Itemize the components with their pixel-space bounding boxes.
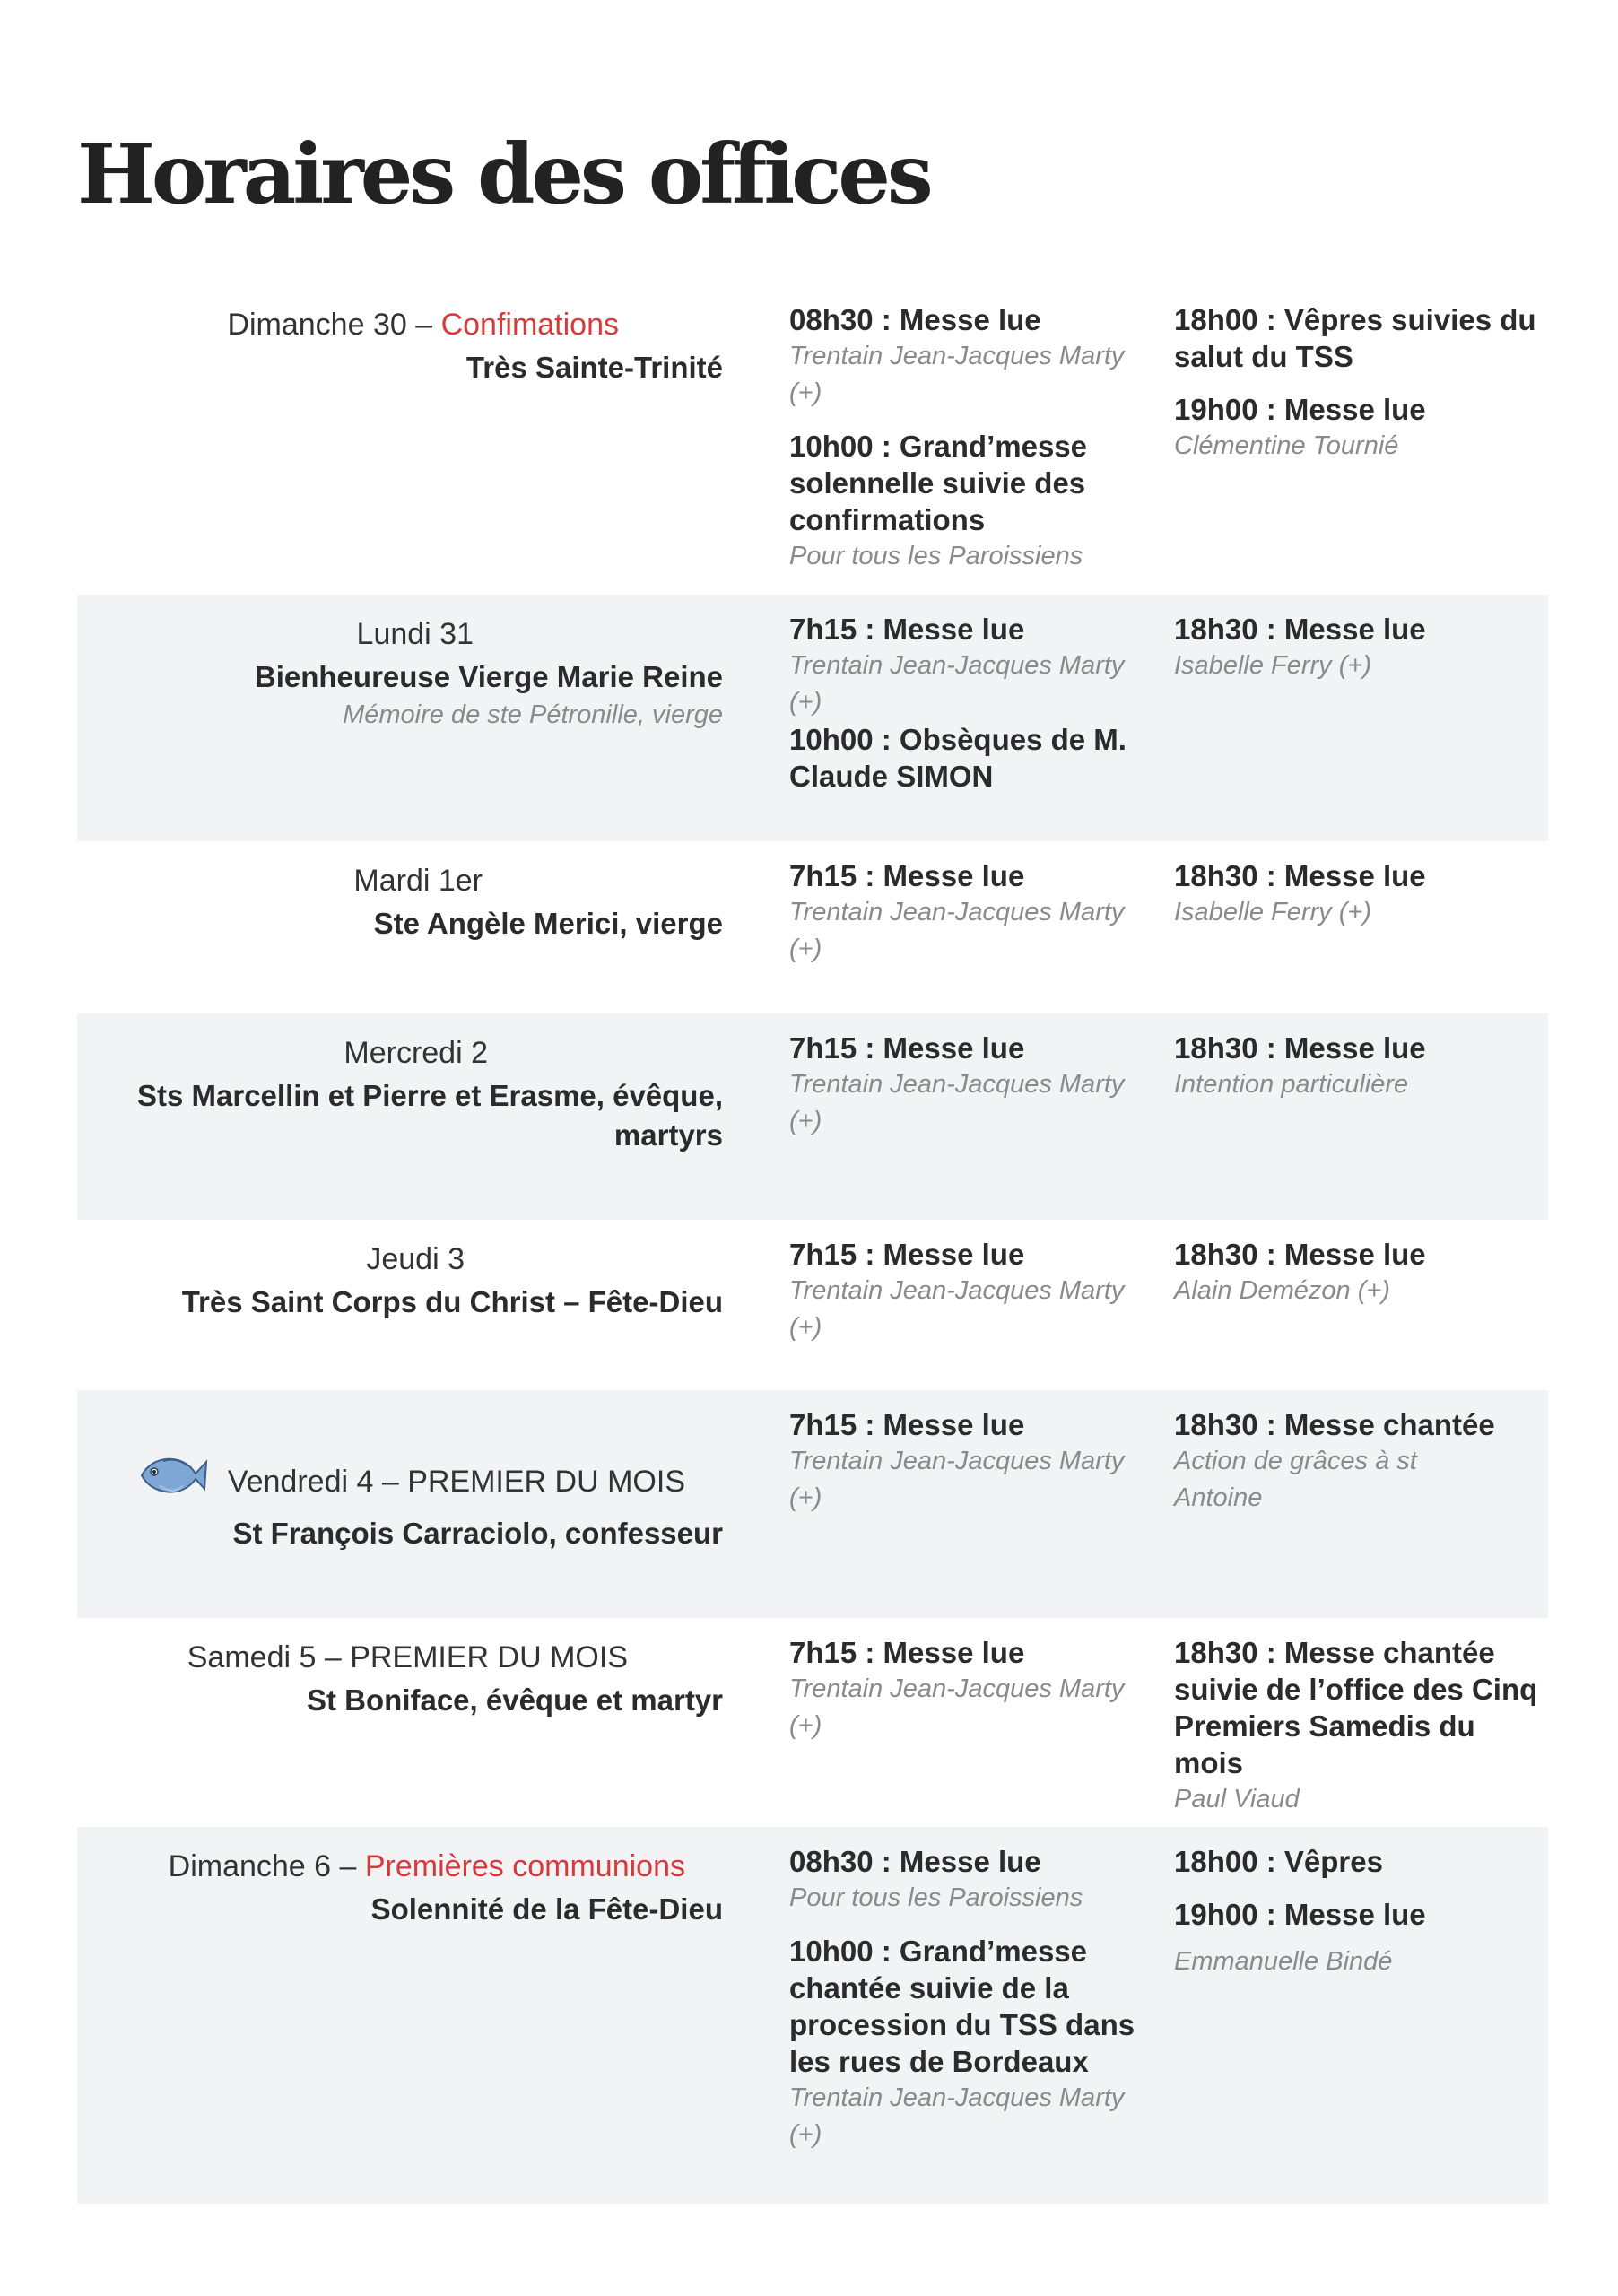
service-time: 18h30 : Messe chantée suivie de l’office des Cinq Premiers Samedis du mois — [1174, 1636, 1538, 1779]
service-entry — [789, 1933, 1157, 2153]
day-row — [77, 1390, 1548, 1618]
day-occasion: Premières communions — [364, 1849, 685, 1883]
service-intention: Pour tous les Paroissiens — [789, 1883, 1083, 1912]
service-entry — [789, 1634, 1157, 1744]
service-time: 10h00 : Grand’messe solennelle suivie des confirmations — [789, 430, 1087, 536]
service-intention: Paul Viaud — [1174, 1785, 1300, 1813]
service-entry — [789, 428, 1157, 575]
feast-name: Très Sainte-Trinité — [465, 351, 723, 384]
day-cell — [77, 1634, 723, 1720]
day-row — [77, 1013, 1548, 1220]
day-label — [357, 611, 474, 657]
service-time: 10h00 : Obsèques de M. Claude SIMON — [789, 723, 1127, 793]
day-row — [77, 1827, 1548, 2204]
service-entry — [1174, 1030, 1542, 1103]
service-intention: Action de grâces à st Antoine — [1174, 1447, 1417, 1512]
service-time: 18h30 : Messe lue — [1174, 613, 1426, 646]
day-label — [366, 1236, 465, 1283]
day-cell — [77, 1458, 723, 1553]
service-time: 7h15 : Messe lue — [789, 859, 1025, 892]
day-name: Vendredi 4 – PREMIER DU MOIS — [227, 1465, 685, 1499]
service-entry — [1174, 857, 1542, 931]
morning-services — [789, 1634, 1157, 1761]
service-time: 7h15 : Messe lue — [789, 1238, 1025, 1271]
day-label — [228, 1458, 685, 1505]
day-row — [77, 1220, 1548, 1390]
feast-name: Ste Angèle Merici, vierge — [373, 907, 723, 940]
service-time: 10h00 : Grand’messe chantée suivie de la procession du TSS dans les rues de Bordeaux — [789, 1935, 1135, 2078]
service-intention: Trentain Jean-Jacques Marty (+) — [789, 2083, 1125, 2149]
service-intention: Intention particulière — [1174, 1070, 1409, 1099]
service-entry — [789, 1236, 1157, 1346]
schedule-table — [77, 285, 1548, 2204]
service-entry — [789, 1030, 1157, 1140]
day-cell — [77, 1843, 723, 1929]
day-cell — [77, 857, 723, 944]
service-time: 08h30 : Messe lue — [789, 303, 1041, 336]
page-title: Horaires des offices — [77, 126, 930, 222]
service-time: 19h00 : Messe lue — [1174, 393, 1426, 426]
service-entry — [789, 301, 1157, 412]
morning-services — [789, 1236, 1157, 1362]
service-time: 18h30 : Messe lue — [1174, 1238, 1426, 1271]
service-intention: Isabelle Ferry (+) — [1174, 651, 1371, 680]
service-time: 7h15 : Messe lue — [789, 1408, 1025, 1441]
day-label — [227, 301, 619, 348]
day-cell — [77, 301, 723, 387]
day-label — [353, 857, 483, 904]
service-intention: Isabelle Ferry (+) — [1174, 898, 1371, 926]
day-name: Lundi 31 — [356, 617, 474, 651]
day-row — [77, 285, 1548, 595]
evening-services — [1174, 1406, 1542, 1533]
feast-name: St François Carraciolo, confesseur — [232, 1517, 723, 1550]
service-intention: Trentain Jean-Jacques Marty (+) — [789, 342, 1125, 407]
service-time: 7h15 : Messe lue — [789, 1031, 1025, 1065]
service-time: 18h30 : Messe lue — [1174, 1031, 1426, 1065]
day-cell — [77, 1030, 723, 1155]
evening-services — [1174, 857, 1542, 947]
morning-services — [789, 1406, 1157, 1533]
service-intention: Emmanuelle Bindé — [1174, 1947, 1393, 1976]
day-name: Samedi 5 – PREMIER DU MOIS — [187, 1640, 628, 1674]
day-label — [187, 1634, 628, 1681]
day-row — [77, 595, 1548, 841]
service-intention: Trentain Jean-Jacques Marty (+) — [789, 1674, 1125, 1740]
service-entry — [789, 721, 1157, 795]
service-entry — [1174, 611, 1542, 684]
service-time: 18h00 : Vêpres suivies du salut du TSS — [1174, 303, 1536, 373]
service-entry — [1174, 301, 1542, 375]
service-intention: Trentain Jean-Jacques Marty (+) — [789, 1276, 1125, 1342]
service-entry — [789, 1843, 1157, 1917]
morning-services — [789, 1843, 1157, 2170]
feast-name: Solennité de la Fête-Dieu — [370, 1892, 723, 1926]
day-name: Mercredi 2 — [344, 1036, 488, 1070]
evening-services — [1174, 611, 1542, 700]
day-name: Mardi 1er — [353, 864, 483, 898]
day-name: Dimanche 30 – — [227, 308, 441, 342]
feast-name: St Boniface, évêque et martyr — [307, 1683, 723, 1717]
service-entry — [1174, 1236, 1542, 1309]
service-time: 7h15 : Messe lue — [789, 1636, 1025, 1669]
service-time: 19h00 : Messe lue — [1174, 1898, 1426, 1931]
evening-services — [1174, 1634, 1542, 1834]
evening-services — [1174, 1236, 1542, 1326]
service-entry — [1174, 1843, 1542, 1880]
evening-services — [1174, 1843, 1542, 1996]
day-name: Dimanche 6 – — [168, 1849, 365, 1883]
morning-services — [789, 1030, 1157, 1156]
service-time: 18h30 : Messe chantée — [1174, 1408, 1495, 1441]
day-row — [77, 841, 1548, 1013]
day-row — [77, 1618, 1548, 1827]
day-occasion: Confimations — [440, 308, 619, 342]
service-entry — [1174, 1634, 1542, 1818]
morning-services — [789, 301, 1157, 591]
service-entry — [789, 1406, 1157, 1517]
feast-name: Sts Marcellin et Pierre et Erasme, évêque, martyrs — [137, 1079, 723, 1152]
service-intention: Pour tous les Paroissiens — [789, 542, 1083, 570]
service-intention: Clémentine Tournié — [1174, 431, 1399, 460]
service-entry — [789, 857, 1157, 968]
service-time: 08h30 : Messe lue — [789, 1845, 1041, 1878]
evening-services — [1174, 301, 1542, 481]
morning-services — [789, 611, 1157, 811]
day-cell — [77, 611, 723, 733]
day-cell — [77, 1236, 723, 1322]
service-entry — [1174, 1896, 1542, 1980]
feast-name: Très Saint Corps du Christ – Fête-Dieu — [181, 1285, 723, 1318]
morning-services — [789, 857, 1157, 984]
service-time: 7h15 : Messe lue — [789, 613, 1025, 646]
feast-name: Bienheureuse Vierge Marie Reine — [254, 660, 723, 693]
service-intention: Trentain Jean-Jacques Marty (+) — [789, 651, 1125, 717]
day-name: Jeudi 3 — [366, 1242, 465, 1276]
service-entry — [789, 611, 1157, 721]
service-time: 18h00 : Vêpres — [1174, 1845, 1383, 1878]
service-entry — [1174, 1406, 1542, 1517]
evening-services — [1174, 1030, 1542, 1119]
day-label — [344, 1030, 488, 1076]
service-intention: Alain Demézon (+) — [1174, 1276, 1390, 1305]
service-intention: Trentain Jean-Jacques Marty (+) — [789, 1070, 1125, 1135]
service-entry — [1174, 391, 1542, 465]
service-intention: Trentain Jean-Jacques Marty (+) — [789, 898, 1125, 963]
service-time: 18h30 : Messe lue — [1174, 859, 1426, 892]
service-intention: Trentain Jean-Jacques Marty (+) — [789, 1447, 1125, 1512]
day-label — [169, 1843, 685, 1890]
commemoration: Mémoire de ste Pétronille, vierge — [343, 700, 723, 729]
